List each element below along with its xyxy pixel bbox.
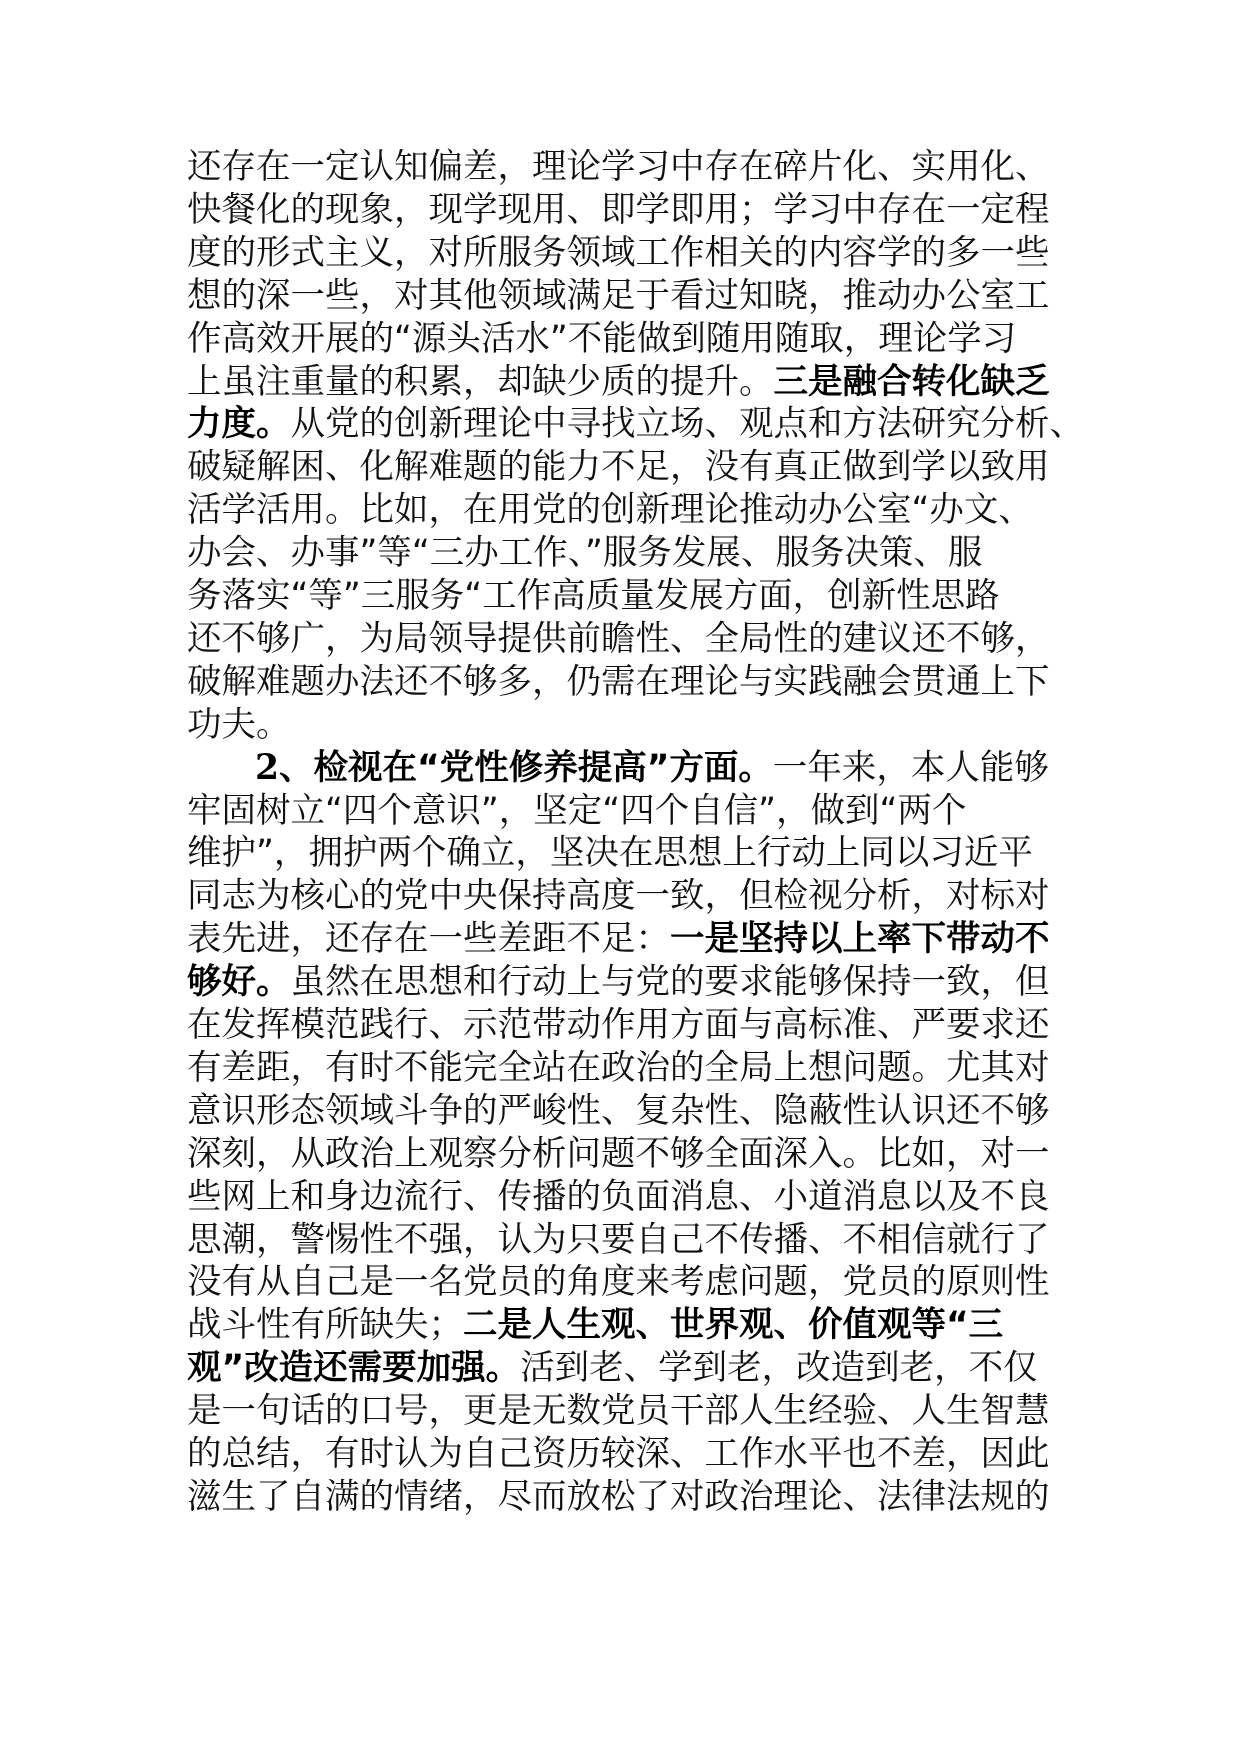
text-segment: 还不够广，为局领导提供前瞻性、全局性的建议还不够， xyxy=(187,618,1050,659)
text-segment: 是一句话的口号，更是无数党员干部人生经验、人生智慧 xyxy=(187,1391,1050,1432)
text-segment: 想的深一些，对其他领域满足于看过知晓，推动办公室工 xyxy=(187,275,1050,316)
text-segment: 滋生了自满的情绪，尽而放松了对政治理论、法律法规的 xyxy=(187,1476,1050,1517)
text-segment: 意识形态领域斗争的严峻性、复杂性、隐蔽性认识还不够 xyxy=(187,1090,1050,1131)
text-segment: 功夫。 xyxy=(187,704,291,745)
text-segment: 牢固树立“四个意识”，坚定“四个自信”，做到“两个 xyxy=(187,790,967,831)
text-segment: 上虽注重量的积累，却缺少质的提升。 xyxy=(187,361,774,402)
text-segment: 在发挥模范践行、示范带动作用方面与高标准、严要求还 xyxy=(187,1005,1050,1045)
text-line xyxy=(187,652,1050,712)
bold-text-segment: 三是融合转化缺乏 xyxy=(773,361,1050,402)
text-segment: 深刻，从政治上观察分析问题不够全面深入。比如，对一 xyxy=(187,1133,1050,1174)
text-segment: 些网上和身边流行、传播的负面消息、小道消息以及不良 xyxy=(187,1176,1050,1217)
text-segment: 破疑解困、化解难题的能力不足，没有真正做到学以致用 xyxy=(187,447,1050,488)
text-segment: 有差距，有时不能完全站在政治的全局上想问题。尤其对 xyxy=(187,1047,1050,1088)
text-segment: 战斗性有所缺失； xyxy=(187,1305,463,1346)
text-line xyxy=(187,1467,1050,1527)
text-segment: 度的形式主义，对所服务领域工作相关的内容学的多一些 xyxy=(187,232,1050,273)
text-segment: 思潮，警惕性不强，认为只要自己不传播、不相信就行了 xyxy=(187,1219,1050,1260)
text-segment: 表先进，还存在一些差距不足： xyxy=(187,919,670,960)
text-segment: 破解难题办法还不够多，仍需在理论与实践融会贯通上下 xyxy=(187,661,1050,702)
bold-text-segment: 力度。 xyxy=(187,404,291,445)
text-segment: 作高效开展的“源头活水”不能做到随用随取，理论学习 xyxy=(187,318,1017,359)
text-segment: 还存在一定认知偏差，理论学习中存在碎片化、实用化、 xyxy=(187,147,1050,187)
text-segment: 同志为核心的党中央保持高度一致，但检视分析，对标对 xyxy=(187,876,1050,917)
text-segment: 务落实“等”三服务“工作高质量发展方面，创新性思路 xyxy=(187,576,1000,616)
text-segment: 虽然在思想和行动上与党的要求能够保持一致，但 xyxy=(290,962,1050,1003)
text-segment: 快餐化的现象，现学现用、即学即用；学习中存在一定程 xyxy=(187,189,1050,230)
text-segment: 办会、办事”等“三办工作、”服务发展、服务决策、服 xyxy=(187,533,983,574)
text-segment: 维护”，拥护两个确立，坚决在思想上行动上同以习近平 xyxy=(187,833,1033,874)
text-segment: 没有从自己是一名党员的角度来考虑问题，党员的原则性 xyxy=(187,1262,1050,1303)
bold-text-segment: 二是人生观、世界观、价值观等“三 xyxy=(463,1305,1004,1346)
bold-text-segment: 一是坚持以上率下带动不 xyxy=(670,919,1050,960)
text-segment: 一年来，本人能够 xyxy=(772,747,1049,788)
bold-text-segment: 、检视在“党性修养提高”方面。 xyxy=(279,747,773,788)
bold-text-segment: 观”改造还需要加强。 xyxy=(187,1348,521,1389)
bold-text-segment: 2 xyxy=(255,747,280,788)
bold-text-segment: 够好。 xyxy=(187,962,291,1003)
text-segment: 的总结，有时认为自己资历较深、工作水平也不差，因此 xyxy=(187,1434,1050,1474)
text-segment: 活到老、学到老，改造到老，不仅 xyxy=(520,1348,1038,1389)
text-segment: 从党的创新理论中寻找立场、观点和方法研究分析、 xyxy=(290,404,1084,445)
text-segment: 活学活用。比如，在用党的创新理论推动办公室“办文、 xyxy=(187,490,1033,531)
